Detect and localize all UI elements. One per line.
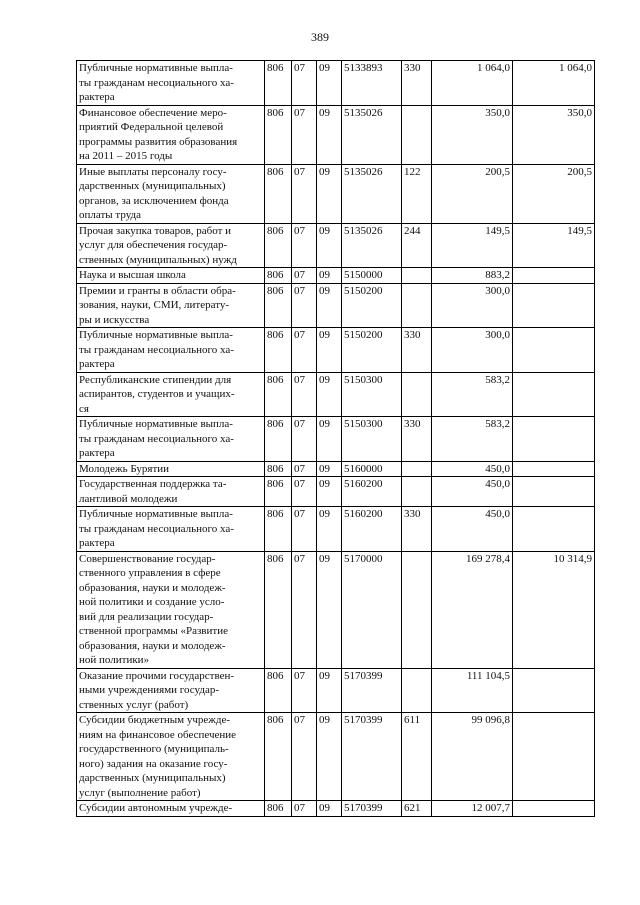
row-amount-cell: 12 007,7 [432, 801, 513, 817]
row-section-cell: 07 [292, 61, 317, 106]
row-subsection-cell: 09 [317, 551, 342, 668]
row-name-cell: Публичные нормативные выпла- ты гражданам несоциального ха- рактера [77, 61, 265, 106]
row-admin-code-cell: 806 [265, 223, 292, 268]
row-expense-type-cell [402, 477, 432, 507]
row-expense-type-cell: 611 [402, 713, 432, 801]
row-target-article-cell: 5170000 [342, 551, 402, 668]
row-federal-amount-cell [513, 283, 595, 328]
row-subsection-cell: 09 [317, 801, 342, 817]
row-target-article-cell: 5170399 [342, 801, 402, 817]
row-admin-code-cell: 806 [265, 801, 292, 817]
table-row [77, 713, 595, 801]
row-admin-code-cell: 806 [265, 551, 292, 668]
table-row [77, 417, 595, 462]
row-admin-code-cell: 806 [265, 328, 292, 373]
table-row [77, 61, 595, 106]
row-federal-amount-cell [513, 668, 595, 713]
table-row [77, 507, 595, 552]
row-subsection-cell: 09 [317, 328, 342, 373]
row-expense-type-cell: 244 [402, 223, 432, 268]
row-subsection-cell: 09 [317, 713, 342, 801]
row-subsection-cell: 09 [317, 283, 342, 328]
row-expense-type-cell: 330 [402, 328, 432, 373]
row-amount-cell: 169 278,4 [432, 551, 513, 668]
row-name-cell: Субсидии автономным учрежде- [77, 801, 265, 817]
row-federal-amount-cell [513, 461, 595, 477]
row-admin-code-cell: 806 [265, 461, 292, 477]
row-target-article-cell: 5170399 [342, 713, 402, 801]
row-target-article-cell: 5150300 [342, 417, 402, 462]
row-amount-cell: 99 096,8 [432, 713, 513, 801]
row-target-article-cell: 5160200 [342, 477, 402, 507]
row-section-cell: 07 [292, 417, 317, 462]
row-name-cell: Публичные нормативные выпла- ты гражданам несоциального ха- рактера [77, 328, 265, 373]
row-subsection-cell: 09 [317, 372, 342, 417]
row-section-cell: 07 [292, 223, 317, 268]
row-admin-code-cell: 806 [265, 668, 292, 713]
row-target-article-cell: 5160000 [342, 461, 402, 477]
row-section-cell: 07 [292, 507, 317, 552]
row-expense-type-cell [402, 551, 432, 668]
row-amount-cell: 1 064,0 [432, 61, 513, 106]
row-expense-type-cell [402, 668, 432, 713]
row-name-cell: Публичные нормативные выпла- ты гражданам несоциального ха- рактера [77, 507, 265, 552]
table-row [77, 668, 595, 713]
row-subsection-cell: 09 [317, 417, 342, 462]
table-row [77, 105, 595, 164]
row-expense-type-cell: 330 [402, 417, 432, 462]
row-subsection-cell: 09 [317, 61, 342, 106]
row-federal-amount-cell: 149,5 [513, 223, 595, 268]
row-target-article-cell: 5135026 [342, 223, 402, 268]
row-admin-code-cell: 806 [265, 283, 292, 328]
row-expense-type-cell: 330 [402, 61, 432, 106]
row-expense-type-cell: 330 [402, 507, 432, 552]
table-row [77, 477, 595, 507]
row-amount-cell: 149,5 [432, 223, 513, 268]
row-federal-amount-cell [513, 372, 595, 417]
budget-table-body [77, 61, 595, 817]
row-target-article-cell: 5160200 [342, 507, 402, 552]
row-subsection-cell: 09 [317, 668, 342, 713]
row-name-cell: Иные выплаты персоналу госу- дарственных (муниципальных) органов, за исключением фонда оплаты труда [77, 164, 265, 223]
row-section-cell: 07 [292, 461, 317, 477]
row-admin-code-cell: 806 [265, 61, 292, 106]
row-name-cell: Прочая закупка товаров, работ и услуг для обеспечения государ- ственных (муниципальных) нужд [77, 223, 265, 268]
row-admin-code-cell: 806 [265, 268, 292, 284]
row-admin-code-cell: 806 [265, 417, 292, 462]
row-section-cell: 07 [292, 551, 317, 668]
row-federal-amount-cell: 10 314,9 [513, 551, 595, 668]
row-amount-cell: 450,0 [432, 461, 513, 477]
row-expense-type-cell [402, 372, 432, 417]
row-federal-amount-cell [513, 417, 595, 462]
row-expense-type-cell: 621 [402, 801, 432, 817]
row-section-cell: 07 [292, 668, 317, 713]
table-row [77, 223, 595, 268]
row-section-cell: 07 [292, 164, 317, 223]
row-subsection-cell: 09 [317, 164, 342, 223]
row-subsection-cell: 09 [317, 477, 342, 507]
row-subsection-cell: 09 [317, 223, 342, 268]
row-target-article-cell: 5133893 [342, 61, 402, 106]
row-admin-code-cell: 806 [265, 372, 292, 417]
row-admin-code-cell: 806 [265, 164, 292, 223]
row-amount-cell: 450,0 [432, 507, 513, 552]
row-name-cell: Государственная поддержка та- лантливой молодежи [77, 477, 265, 507]
row-amount-cell: 300,0 [432, 283, 513, 328]
table-row [77, 551, 595, 668]
row-name-cell: Оказание прочими государствен- ными учреждениями государ- ственных услуг (работ) [77, 668, 265, 713]
row-name-cell: Субсидии бюджетным учрежде- ниям на финансовое обеспечение государственного (муниципаль- ного) задания на оказание госу- дарственных (муниципальных) услуг (выполнение работ) [77, 713, 265, 801]
row-federal-amount-cell: 1 064,0 [513, 61, 595, 106]
row-federal-amount-cell [513, 713, 595, 801]
row-federal-amount-cell: 350,0 [513, 105, 595, 164]
row-target-article-cell: 5150200 [342, 283, 402, 328]
row-name-cell: Молодежь Бурятии [77, 461, 265, 477]
row-admin-code-cell: 806 [265, 507, 292, 552]
row-amount-cell: 350,0 [432, 105, 513, 164]
row-federal-amount-cell: 200,5 [513, 164, 595, 223]
table-row [77, 283, 595, 328]
row-target-article-cell: 5135026 [342, 164, 402, 223]
row-amount-cell: 583,2 [432, 372, 513, 417]
row-target-article-cell: 5150200 [342, 328, 402, 373]
row-admin-code-cell: 806 [265, 477, 292, 507]
table-row [77, 372, 595, 417]
table-row [77, 461, 595, 477]
row-target-article-cell: 5170399 [342, 668, 402, 713]
table-row [77, 801, 595, 817]
row-name-cell: Республиканские стипендии для аспирантов, студентов и учащих- ся [77, 372, 265, 417]
row-section-cell: 07 [292, 283, 317, 328]
row-federal-amount-cell [513, 328, 595, 373]
row-federal-amount-cell [513, 477, 595, 507]
row-expense-type-cell [402, 268, 432, 284]
row-expense-type-cell: 122 [402, 164, 432, 223]
row-amount-cell: 883,2 [432, 268, 513, 284]
row-amount-cell: 111 104,5 [432, 668, 513, 713]
row-admin-code-cell: 806 [265, 713, 292, 801]
row-section-cell: 07 [292, 372, 317, 417]
table-row [77, 268, 595, 284]
row-subsection-cell: 09 [317, 268, 342, 284]
row-target-article-cell: 5150000 [342, 268, 402, 284]
row-section-cell: 07 [292, 105, 317, 164]
row-amount-cell: 300,0 [432, 328, 513, 373]
row-name-cell: Наука и высшая школа [77, 268, 265, 284]
row-admin-code-cell: 806 [265, 105, 292, 164]
row-expense-type-cell [402, 461, 432, 477]
table-row [77, 328, 595, 373]
row-section-cell: 07 [292, 268, 317, 284]
row-federal-amount-cell [513, 268, 595, 284]
row-amount-cell: 200,5 [432, 164, 513, 223]
row-name-cell: Совершенствование государ- ственного управления в сфере образования, науки и молодеж- ной политики и создание усло- вий для реализации государ- ственной программы «Развитие образования, науки и молодеж- ной политики» [77, 551, 265, 668]
row-expense-type-cell [402, 105, 432, 164]
row-subsection-cell: 09 [317, 105, 342, 164]
table-row [77, 164, 595, 223]
row-section-cell: 07 [292, 477, 317, 507]
row-name-cell: Публичные нормативные выпла- ты гражданам несоциального ха- рактера [77, 417, 265, 462]
row-federal-amount-cell [513, 507, 595, 552]
row-section-cell: 07 [292, 713, 317, 801]
row-section-cell: 07 [292, 328, 317, 373]
row-amount-cell: 450,0 [432, 477, 513, 507]
row-subsection-cell: 09 [317, 461, 342, 477]
row-target-article-cell: 5150300 [342, 372, 402, 417]
row-federal-amount-cell [513, 801, 595, 817]
row-section-cell: 07 [292, 801, 317, 817]
row-expense-type-cell [402, 283, 432, 328]
row-target-article-cell: 5135026 [342, 105, 402, 164]
row-subsection-cell: 09 [317, 507, 342, 552]
row-amount-cell: 583,2 [432, 417, 513, 462]
page-number: 389 [311, 30, 329, 44]
row-name-cell: Финансовое обеспечение меро- приятий Федеральной целевой программы развития образования на 2011 – 2015 годы [77, 105, 265, 164]
row-name-cell: Премии и гранты в области обра- зования, науки, СМИ, литерату- ры и искусства [77, 283, 265, 328]
budget-table [76, 60, 595, 817]
